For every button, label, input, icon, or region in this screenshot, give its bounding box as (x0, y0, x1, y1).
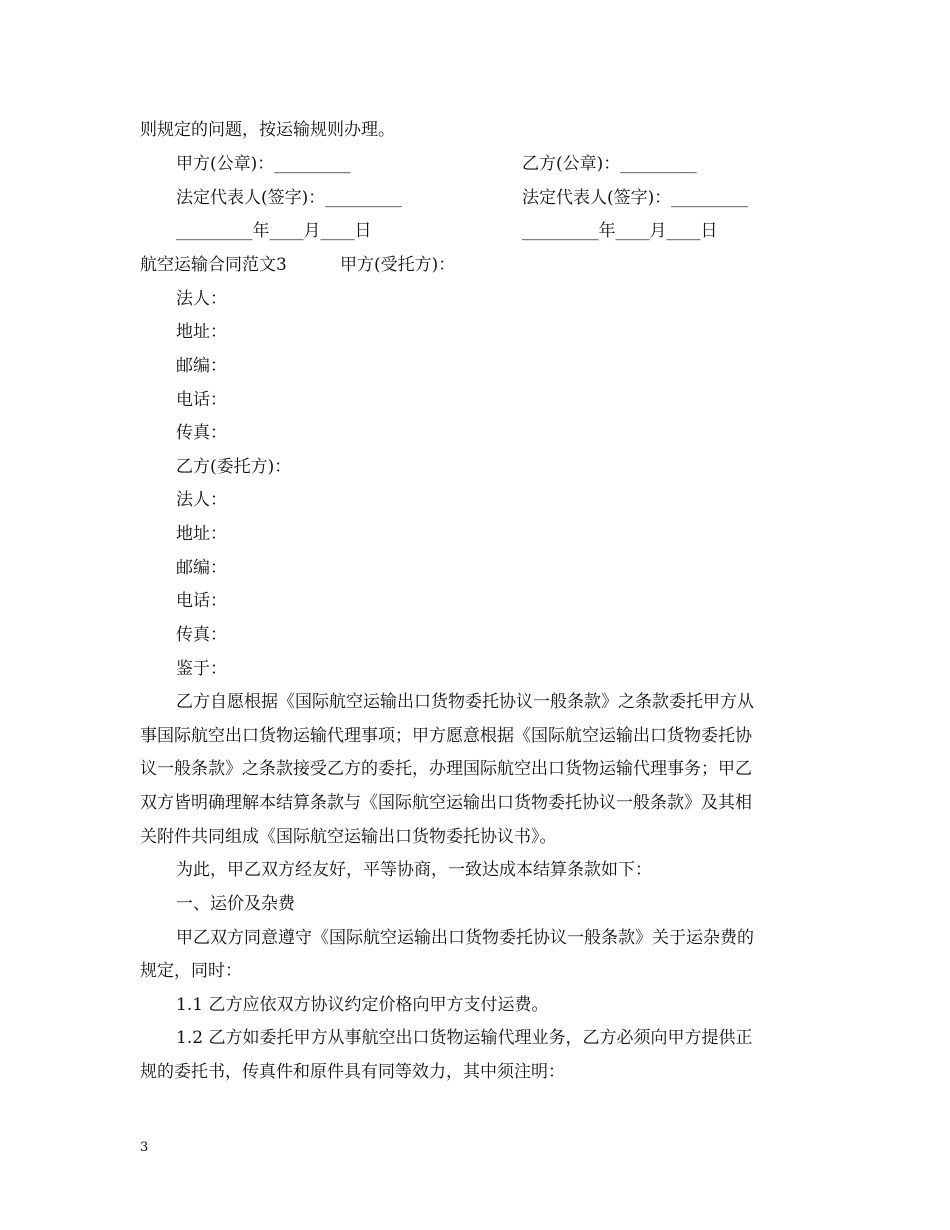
clause-1-2-line: 1.2 乙方如委托甲方从事航空出口货物运输代理业务，乙方必须向甲方提供正 (176, 1028, 753, 1048)
party-a-postcode-field: 邮编： (176, 356, 227, 376)
paragraph-line: 双方皆明确理解本结算条款与《国际航空运输出口货物委托协议一般条款》及其相 (140, 793, 752, 813)
section-title: 一、运价及杂费 (176, 894, 295, 914)
party-b-legal-person-field: 法人： (176, 490, 227, 510)
paragraph-line: 甲乙双方同意遵守《国际航空运输出口货物委托协议一般条款》关于运杂费的 (176, 928, 754, 948)
party-a-heading: 甲方(受托方)： (340, 255, 456, 275)
party-a-fax-field: 传真： (176, 423, 227, 443)
party-b-seal-line: 乙方(公章)：_________ (522, 154, 697, 174)
paragraph-line: 乙方自愿根据《国际航空运输出口货物委托协议一般条款》之条款委托甲方从 (176, 692, 754, 712)
paragraph-line: 关附件共同组成《国际航空运输出口货物委托协议书》。 (140, 827, 557, 847)
clause-1-1: 1.1 乙方应依双方协议约定价格向甲方支付运费。 (176, 995, 549, 1015)
party-a-address-field: 地址： (176, 322, 227, 342)
sample-heading: 航空运输合同范文3 (140, 255, 287, 275)
party-a-phone-field: 电话： (176, 390, 227, 410)
party-b-representative-line: 法定代表人(签字)：_________ (522, 188, 748, 208)
party-a-legal-person-field: 法人： (176, 289, 227, 309)
page-number: 3 (140, 1140, 149, 1155)
party-b-date-line: _________年____月____日 (522, 221, 718, 241)
clause-1-2-line: 规的委托书，传真件和原件具有同等效力，其中须注明： (140, 1062, 565, 1082)
party-a-date-line: _________年____月____日 (176, 221, 372, 241)
party-b-phone-field: 电话： (176, 591, 227, 611)
whereas-label: 鉴于： (176, 659, 227, 679)
paragraph-line: 规定，同时： (140, 961, 242, 981)
paragraph-line: 议一般条款》之条款接受乙方的委托，办理国际航空出口货物运输代理事务；甲乙 (140, 759, 752, 779)
party-a-representative-line: 法定代表人(签字)：_________ (176, 188, 402, 208)
party-b-heading: 乙方(委托方)： (176, 457, 292, 477)
party-a-seal-line: 甲方(公章)：_________ (176, 154, 351, 174)
party-b-postcode-field: 邮编： (176, 558, 227, 578)
party-b-address-field: 地址： (176, 524, 227, 544)
text-line: 则规定的问题，按运输规则办理。 (140, 120, 395, 140)
paragraph-line: 为此，甲乙双方经友好，平等协商，一致达成本结算条款如下： (176, 860, 652, 880)
paragraph-line: 事国际航空出口货物运输代理事项；甲方愿意根据《国际航空运输出口货物委托协 (140, 726, 752, 746)
party-b-fax-field: 传真： (176, 625, 227, 645)
